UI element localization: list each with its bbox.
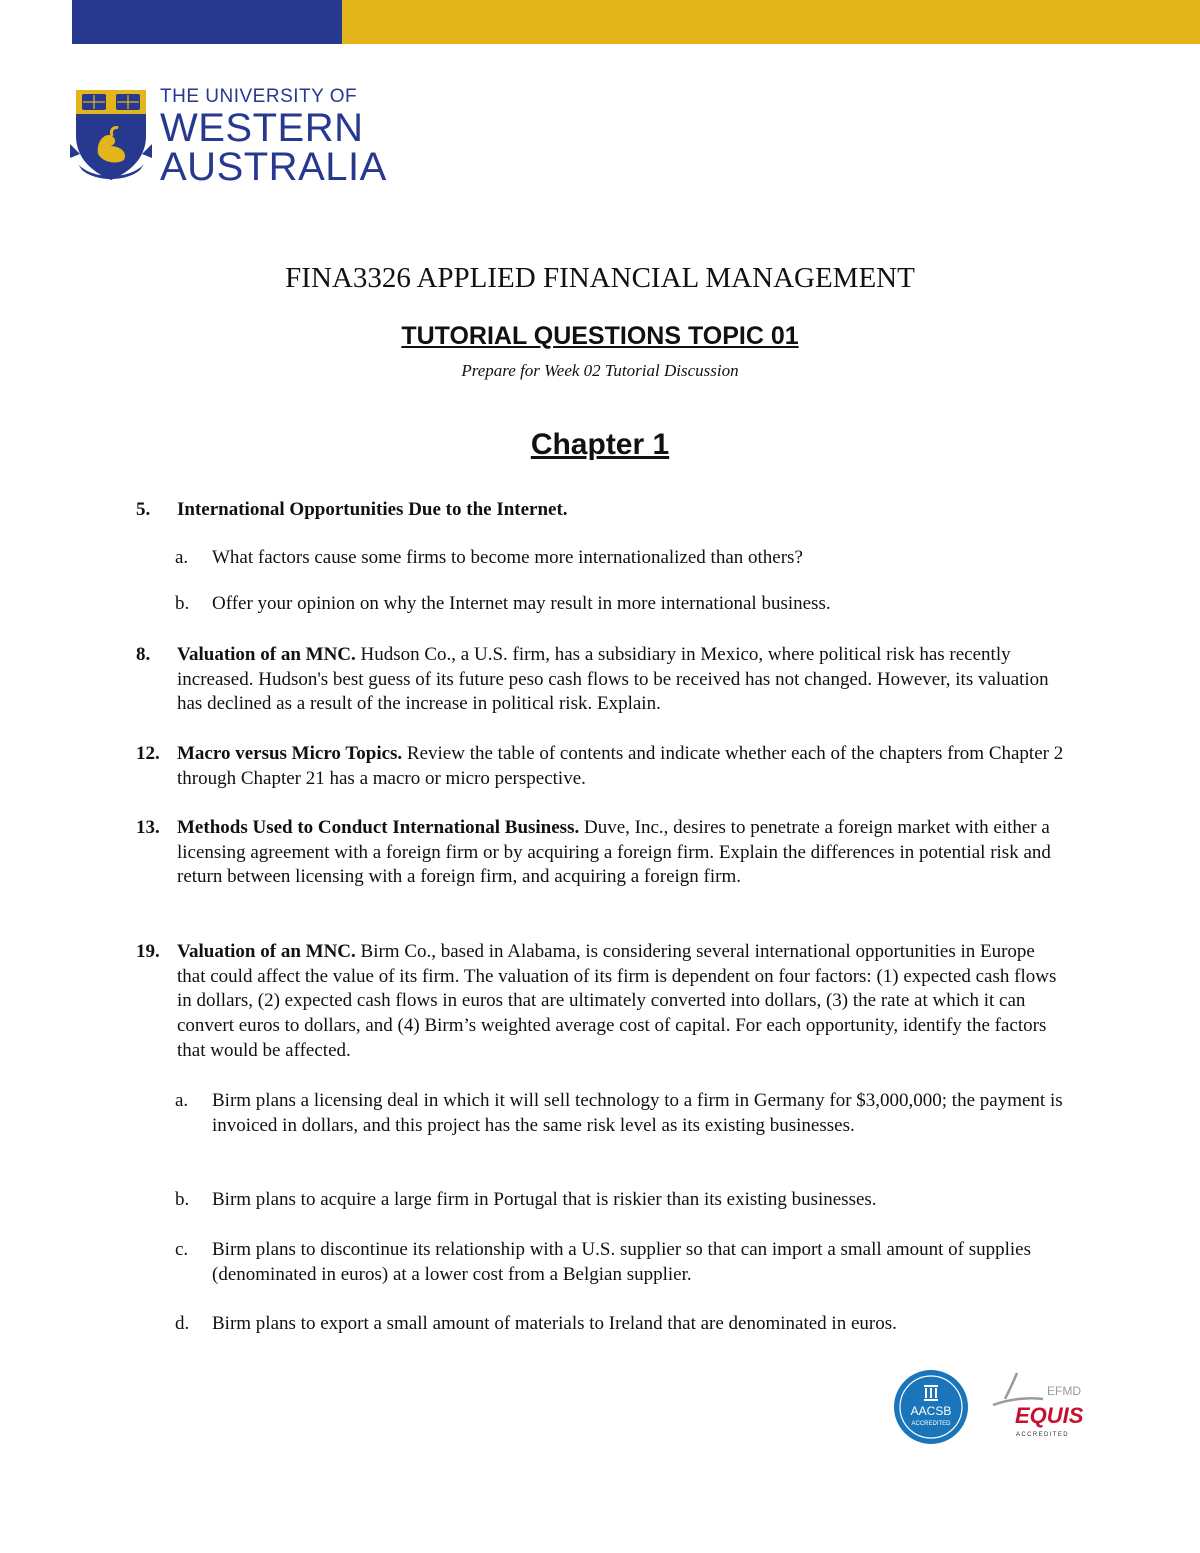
aacsb-label: AACSB: [910, 1404, 952, 1418]
question-number: 5.: [136, 499, 151, 520]
equis-label: EQUIS: [1015, 1403, 1084, 1428]
question-19-part-b: [175, 1188, 1065, 1213]
question-title: International Opportunities Due to the Internet.: [177, 499, 568, 520]
tutorial-heading: TUTORIAL QUESTIONS TOPIC 01: [401, 322, 799, 350]
sub-text: Birm plans a licensing deal in which it will sell technology to a firm in Germany for $3,000,000; the payment is invoiced in dollars, and this project has the same risk level as its existing businesses.: [212, 1090, 1063, 1136]
wordmark-line-3: AUSTRALIA: [160, 145, 387, 189]
question-number: 13.: [136, 817, 160, 838]
question-title: Macro versus Micro Topics.: [177, 743, 403, 764]
wordmark-line-1: THE UNIVERSITY OF: [160, 86, 358, 107]
header-color-bar: [72, 0, 1200, 44]
efmd-equis-badge-icon: [989, 1365, 1089, 1445]
question-number: 12.: [136, 743, 160, 764]
university-wordmark: [160, 86, 387, 189]
sub-letter: d.: [175, 1313, 190, 1334]
question-5: [136, 498, 1066, 523]
equis-sublabel: ACCREDITED: [1016, 1432, 1070, 1438]
sub-letter: b.: [175, 593, 190, 614]
question-19: [136, 940, 1066, 1064]
accreditation-badges: [893, 1365, 1093, 1455]
sub-text: Birm plans to acquire a large firm in Portugal that is riskier than its existing businesses.: [212, 1189, 877, 1210]
sub-text: What factors cause some firms to become more internationalized than others?: [212, 547, 803, 568]
header-bar-blue: [72, 0, 342, 44]
sub-letter: b.: [175, 1189, 190, 1210]
university-logo: [68, 84, 387, 189]
question-5-part-a: [175, 546, 1065, 571]
question-title: Valuation of an MNC.: [177, 941, 356, 962]
uwa-crest-icon: [68, 84, 154, 184]
prepare-subtitle: Prepare for Week 02 Tutorial Discussion: [461, 361, 739, 380]
sub-text: Offer your opinion on why the Internet may result in more international business.: [212, 593, 831, 614]
question-12: [136, 742, 1066, 791]
question-5-part-b: [175, 592, 1065, 617]
chapter-heading: Chapter 1: [530, 428, 670, 461]
question-text: Review the table of contents and indicate whether each of the chapters from Chapter 2 through Chapter 21 has a macro or micro perspective.: [177, 743, 1064, 789]
question-title: Valuation of an MNC.: [177, 644, 356, 665]
sub-text: Birm plans to export a small amount of materials to Ireland that are denominated in euros.: [212, 1313, 897, 1334]
efmd-label: EFMD: [1047, 1384, 1081, 1398]
question-text: Duve, Inc., desires to penetrate a foreign market with either a licensing agreement with a foreign firm or by acquiring a foreign firm. Explain the differences in potential risk and return between licensing with a foreign firm, and acquiring a foreign firm.: [177, 817, 1051, 888]
question-text: Birm Co., based in Alabama, is considering several international opportunities in Europe that could affect the value of its firm. The valuation of its firm is dependent on four factors: (1) expected cash flows in dollars, (2) expected cash flows in euros that are ultimately converted into dollars, (3) the rate at which it can convert euros to dollars, and (4) Birm’s weighted average cost of capital. For each opportunity, identify the factors that would be affected.: [177, 941, 1057, 1061]
question-number: 8.: [136, 644, 151, 665]
header-bar-gold: [342, 0, 1200, 44]
aacsb-badge-icon: [893, 1369, 969, 1445]
question-19-part-c: [175, 1238, 1065, 1287]
sub-text: Birm plans to discontinue its relationship with a U.S. supplier so that can import a small amount of supplies (denominated in euros) at a lower cost from a Belgian supplier.: [212, 1239, 1032, 1285]
question-8: [136, 643, 1066, 717]
question-19-part-a: [175, 1089, 1065, 1138]
sub-letter: c.: [175, 1239, 189, 1260]
question-title: Methods Used to Conduct International Business.: [177, 817, 580, 838]
question-text: Hudson Co., a U.S. firm, has a subsidiary in Mexico, where political risk has recently increased. Hudson's best guess of its future peso cash flows to be received has not changed. However, its valuation has declined as a result of the increase in political risk. Explain.: [177, 644, 1049, 715]
question-19-part-d: [175, 1312, 1065, 1337]
question-13: [136, 816, 1066, 890]
wordmark-line-2: WESTERN: [160, 106, 364, 150]
sub-letter: a.: [175, 1090, 189, 1111]
sub-letter: a.: [175, 547, 189, 568]
question-number: 19.: [136, 941, 160, 962]
course-title: FINA3326 APPLIED FINANCIAL MANAGEMENT: [285, 262, 915, 294]
aacsb-sublabel: ACCREDITED: [911, 1421, 951, 1427]
